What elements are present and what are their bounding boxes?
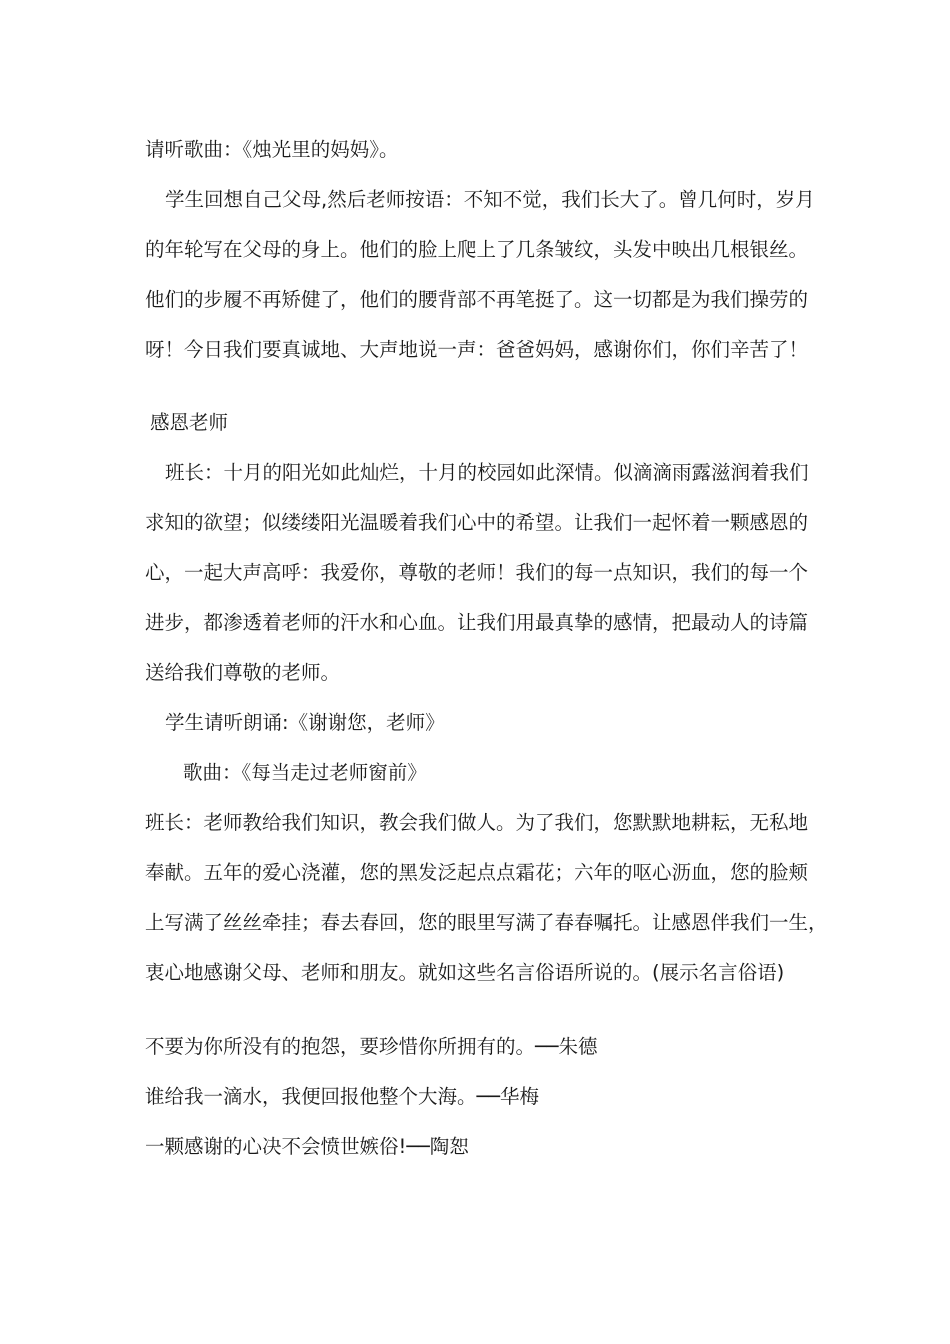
quote-line: 一颗感谢的心决不会愤世嫉俗!──陶恕 — [145, 1135, 469, 1158]
text-line: 班长：十月的阳光如此灿烂，十月的校园如此深情。似滴滴雨露滋润着我们 — [165, 461, 809, 484]
section-heading: 感恩老师 — [150, 411, 229, 434]
text-line: 歌曲：《每当走过老师窗前》 — [183, 761, 427, 784]
text-line: 他们的步履不再矫健了，他们的腰背部不再笔挺了。这一切都是为我们操劳的 — [145, 288, 809, 311]
text-line: 求知的欲望；似缕缕阳光温暖着我们心中的希望。让我们一起怀着一颗感恩的 — [145, 511, 809, 534]
text-line: 奉献。五年的爱心浇灌，您的黑发泛起点点霜花；六年的呕心沥血，您的脸颊 — [145, 861, 809, 884]
text-line: 请听歌曲：《烛光里的妈妈》。 — [145, 138, 399, 161]
text-line: 心，一起大声高呼：我爱你，尊敬的老师！我们的每一点知识，我们的每一个 — [145, 561, 809, 584]
text-line: 学生回想自己父母,然后老师按语：不知不觉，我们长大了。曾几何时，岁月 — [165, 188, 815, 211]
text-line: 进步，都渗透着老师的汗水和心血。让我们用最真挚的感情，把最动人的诗篇 — [145, 611, 809, 634]
quote-line: 不要为你所没有的抱怨，要珍惜你所拥有的。──朱德 — [145, 1035, 598, 1058]
text-line: 班长：老师教给我们知识，教会我们做人。为了我们，您默默地耕耘，无私地 — [145, 811, 809, 834]
quote-line: 谁给我一滴水，我便回报他整个大海。──华梅 — [145, 1085, 539, 1108]
text-line: 送给我们尊敬的老师。 — [145, 661, 341, 684]
text-line: 的年轮写在父母的身上。他们的脸上爬上了几条皱纹，头发中映出几根银丝。 — [145, 238, 809, 261]
text-line: 上写满了丝丝牵挂；春去春回，您的眼里写满了春春嘱托。让感恩伴我们一生， — [145, 911, 828, 934]
text-line: 呀！今日我们要真诚地、大声地说一声：爸爸妈妈，感谢你们，你们辛苦了！ — [145, 338, 809, 361]
text-line: 学生请听朗诵:《谢谢您，老师》 — [165, 711, 445, 734]
text-line: 衷心地感谢父母、老师和朋友。就如这些名言俗语所说的。(展示名言俗语) — [145, 961, 785, 984]
